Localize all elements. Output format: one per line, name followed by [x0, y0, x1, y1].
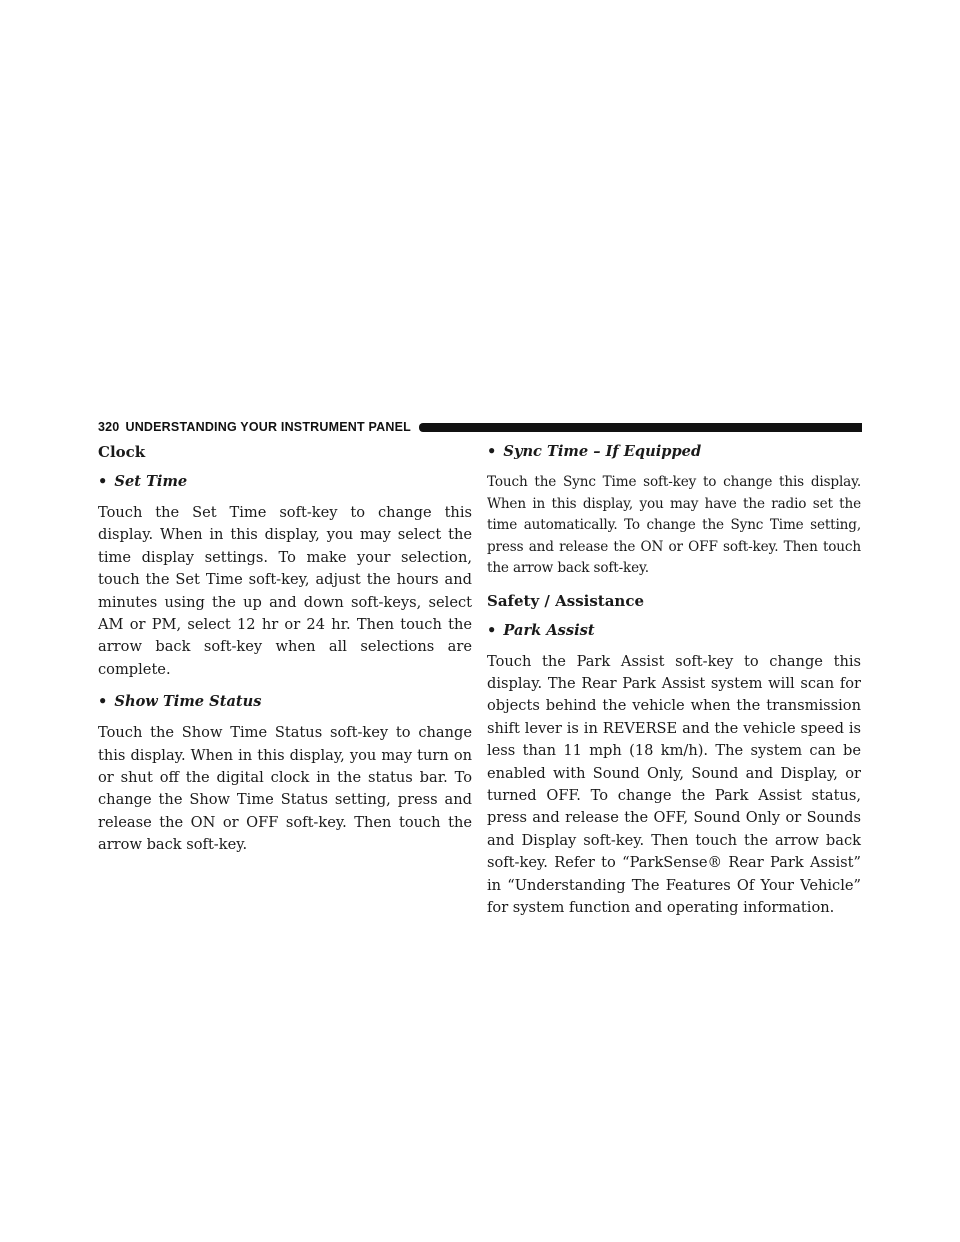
bullet-dot: •	[487, 443, 497, 460]
park-assist-label: Park Assist	[503, 621, 595, 639]
bullet-dot: •	[487, 621, 497, 639]
page-number: 320	[98, 420, 120, 434]
show-time-status-bullet	[98, 691, 472, 713]
header-rule	[419, 423, 862, 432]
show-time-status-label: Show Time Status	[114, 693, 262, 711]
safety-assistance-heading: Safety / Assistance	[487, 591, 645, 610]
sync-time-paragraph: Touch the Sync Time soft-key to change this display. When in this display, you may have the radio set the time automatically. To change the Sync Time setting, press and release the ON or OFF soft-key. Then touch the arrow back soft-key.	[487, 474, 861, 576]
show-time-status-paragraph: Touch the Show Time Status soft-key to change this display. When in this display, you may turn on or shut off the digital clock in the status bar. To change the Show Time Status setting, press and release the ON or OFF soft-key. Then touch the arrow back soft-key.	[98, 724, 472, 854]
park-assist-bullet	[487, 620, 861, 642]
page-header	[98, 419, 862, 435]
bullet-dot: •	[98, 473, 108, 490]
section-title: UNDERSTANDING YOUR INSTRUMENT PANEL	[125, 420, 411, 434]
sync-time-label: Sync Time – If Equipped	[503, 443, 702, 460]
park-assist-paragraph: Touch the Park Assist soft-key to change this display. The Rear Park Assist system will scan for objects behind the vehicle when the transmission shift lever is in REVERSE and the vehicle speed is less than 11 mph (18 km/h). The system can be enabled with Sound Only, Sound and Display, or turned OFF. To change the Park Assist status, press and release the OFF, Sound Only or Sounds and Display soft-key. Then touch the arrow back soft-key. Refer to “ParkSense® Rear Park Assist” in “Understanding The Features Of Your Vehicle” for system function and operating information.	[487, 652, 861, 916]
right-column	[487, 441, 861, 929]
bullet-dot: •	[98, 693, 108, 711]
sync-time-bullet	[487, 441, 861, 463]
left-column	[98, 441, 472, 867]
set-time-paragraph: Touch the Set Time soft-key to change this display. When in this display, you may select the time display settings. To make your selection, touch the Set Time soft-key, adjust the hours and minutes using the up and down soft-keys, select AM or PM, select 12 hr or 24 hr. Then touch the arrow back soft-key when all selections are complete.	[98, 504, 472, 678]
set-time-label: Set Time	[114, 473, 188, 490]
clock-heading: Clock	[98, 443, 146, 461]
set-time-bullet	[98, 471, 472, 493]
